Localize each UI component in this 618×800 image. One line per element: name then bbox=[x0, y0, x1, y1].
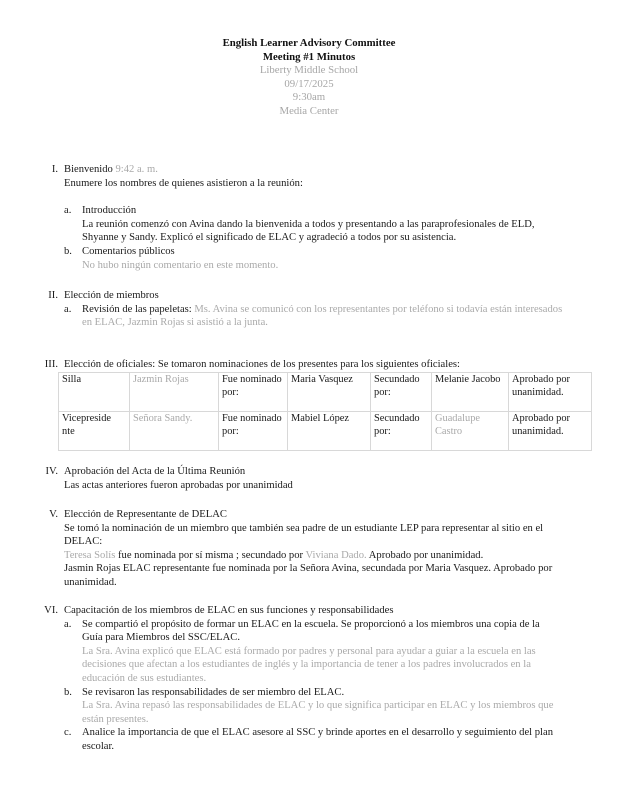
subitem-note: La Sra. Avina explicó que ELAC está formado por padres y personal para ayudar a guiar a la escuela en las decisiones que afectan a los estudiantes de inglés y la importancia de tener a los padres involucrados en la educación de sus estudiantes. bbox=[82, 645, 536, 684]
section-heading: Aprobación del Acta de la Última Reunión bbox=[64, 466, 246, 477]
result-cell: Aprobado por unanimidad. bbox=[509, 373, 592, 412]
meeting-time: 9:30am bbox=[292, 91, 326, 103]
nominator-cell: Maria Vasquez bbox=[288, 373, 371, 412]
nomination-text: fue nominada por sí misma ; secundado por bbox=[118, 549, 304, 561]
nomination-line bbox=[64, 549, 554, 563]
seconder-cell: Guadalupe Castro bbox=[432, 412, 509, 451]
nominator-cell: Mabiel López bbox=[288, 412, 371, 451]
section-heading: Capacitación de los miembros de ELAC en sus funciones y responsabilidades bbox=[64, 605, 394, 616]
subitem-text: Ms. Avina se comunicó con los representantes por teléfono si todavía están interesados en ELAC, Jazmin Rojas si asistió a la junta. bbox=[82, 303, 563, 329]
subitem-label: b. bbox=[64, 686, 72, 698]
nominee-cell: Jazmin Rojas bbox=[130, 373, 219, 412]
subitem-label: c. bbox=[64, 727, 72, 739]
subitem-purpose bbox=[64, 618, 554, 686]
section-heading: Elección de oficiales: Se tomaron nominaciones de los presentes para los siguientes oficiales: bbox=[64, 359, 460, 370]
subitem-label: b. bbox=[64, 245, 72, 257]
subitem-responsibilities bbox=[64, 686, 554, 727]
approval-text: Aprobado por unanimidad. bbox=[368, 549, 484, 561]
school-name: Liberty Middle School bbox=[259, 64, 359, 76]
seconder-cell: Melanie Jacobo bbox=[432, 373, 509, 412]
document-title: English Learner Advisory Committee bbox=[222, 37, 396, 49]
subitem-note: La Sra. Avina repasó las responsabilidades de ELAC y lo que significa participar en ELAC y los miembros que están presentes. bbox=[82, 700, 554, 725]
table-row bbox=[59, 412, 592, 451]
section-number: IV. bbox=[45, 466, 58, 477]
start-time: 9:42 a. m. bbox=[115, 164, 158, 175]
section-number: VI. bbox=[44, 605, 58, 616]
subitem-label: a. bbox=[64, 618, 72, 630]
subitem-ssc-advice bbox=[64, 726, 554, 753]
role-cell: Silla bbox=[59, 373, 130, 412]
nominated-cell: Fue nominado por: bbox=[219, 373, 288, 412]
document-header bbox=[0, 37, 618, 118]
subitem-text: La reunión comenzó con Avina dando la bienvenida a todos y presentando a las paraprofesionales de ELD, Shyanne y Sandy. Explicó el significado de ELAC y agradeció a todos por su asistencia. bbox=[82, 218, 535, 244]
table-row bbox=[59, 373, 592, 412]
seconder-name: Viviana Dado. bbox=[305, 549, 367, 561]
section-number: III. bbox=[44, 359, 58, 370]
document-subtitle: Meeting #1 Minutos bbox=[262, 50, 356, 63]
nominee-cell: Señora Sandy. bbox=[130, 412, 219, 451]
subitem-text: Se revisaron las responsabilidades de ser miembro del ELAC. bbox=[82, 686, 345, 698]
section-heading: Elección de miembros bbox=[64, 290, 159, 301]
subitem-text: No hubo ningún comentario en este momento. bbox=[82, 259, 279, 271]
attendance-prompt: Enumere los nombres de quienes asistieron a la reunión: bbox=[64, 177, 303, 189]
subitem-text: Analice la importancia de que el ELAC asesore al SSC y brinde aportes en el desarrollo y seguimiento del plan escolar. bbox=[82, 727, 553, 752]
subitem-introduction bbox=[64, 204, 564, 245]
seconded-cell: Secundado por: bbox=[371, 412, 432, 451]
meeting-location: Media Center bbox=[279, 104, 339, 117]
section-text: Jasmin Rojas ELAC representante fue nominada por la Señora Avina, secundada por Maria Vasquez. Aprobado por unanimidad. bbox=[64, 563, 553, 588]
role-cell: Vicepreside nte bbox=[59, 412, 130, 451]
meeting-date: 09/17/2025 bbox=[284, 77, 334, 90]
subitem-title: Comentarios públicos bbox=[82, 245, 175, 257]
section-number: V. bbox=[49, 509, 58, 520]
seconded-cell: Secundado por: bbox=[371, 373, 432, 412]
section-number: I. bbox=[51, 164, 58, 175]
nominee-name: Teresa Solís bbox=[64, 549, 116, 561]
subitem-text: Se compartió el propósito de formar un ELAC en la escuela. Se proporcionó a los miembros una copia de la Guía para Miembros del SSC/ELAC. bbox=[82, 618, 540, 644]
section-heading: Bienvenido bbox=[64, 164, 113, 175]
subitem-label: a. bbox=[64, 205, 72, 217]
section-number: II. bbox=[48, 290, 58, 301]
nominated-cell: Fue nominado por: bbox=[219, 412, 288, 451]
section-text: Se tomó la nominación de un miembro que también sea padre de un estudiante LEP para representar al sitio en el DELAC: bbox=[64, 522, 544, 548]
section-text: Las actas anteriores fueron aprobadas por unanimidad bbox=[64, 479, 293, 491]
result-cell: Aprobado por unanimidad. bbox=[509, 412, 592, 451]
subitem-title: Revisión de las papeletas: bbox=[82, 303, 192, 315]
subitem-label: a. bbox=[64, 303, 72, 315]
section-heading: Elección de Representante de DELAC bbox=[64, 509, 227, 520]
subitem-ballot-review bbox=[64, 303, 564, 330]
subitem-public-comments bbox=[64, 245, 564, 272]
officers-table bbox=[58, 372, 592, 451]
subitem-title: Introducción bbox=[82, 205, 137, 217]
